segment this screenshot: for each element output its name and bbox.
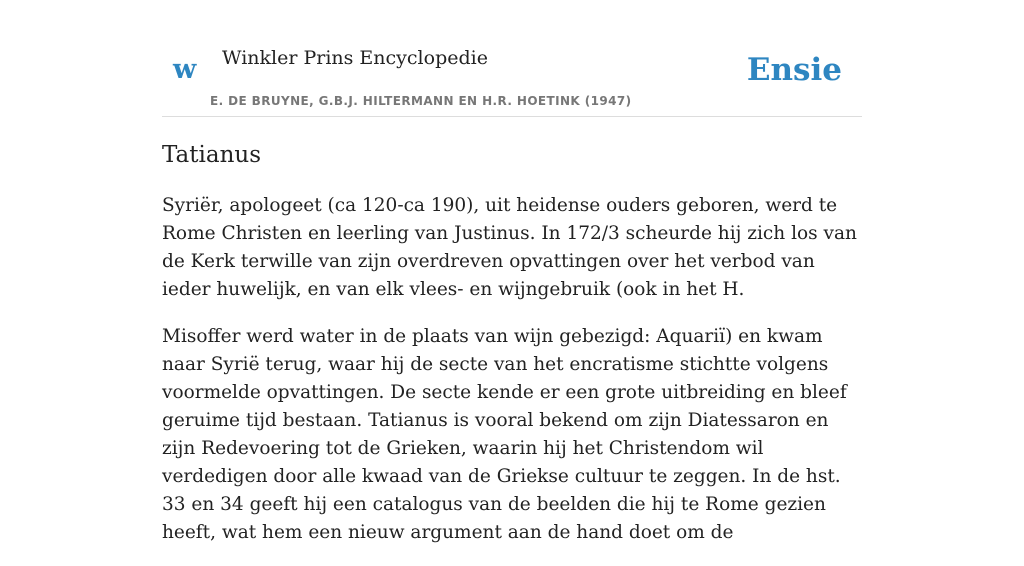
source-authors: E. DE BRUYNE, G.B.J. HILTERMANN EN H.R. HOETINK (1947) [210,94,632,108]
article [162,138,862,566]
site-header [162,0,862,117]
article-paragraph: Misoffer werd water in de plaats van wijn gebezigd: Aquariï) en kwam naar Syrië terug, waar hij de secte van het encratisme stichtte volgens voormelde opvattingen. De secte kende er een grote uitbreiding en bleef geruime tijd bestaan. Tatianus is vooral bekend om zijn Diatessaron en zijn Redevoering tot de Grieken, waarin hij het Christendom wil verdedigen door alle kwaad van de Griekse cultuur te zeggen. In de hst. 33 en 34 geeft hij een catalogus van de beelden die hij te Rome gezien heeft, wat hem een nieuw argument aan de hand doet om de [162,326,847,543]
article-paragraph: Syriër, apologeet (ca 120-ca 190), uit heidense ouders geboren, werd te Rome Christen en leerling van Justinus. In 172/3 scheurde hij zich los van de Kerk terwille van zijn overdreven opvattingen over het verbod van ieder huwelijk, en van elk vlees- en wijngebruik (ook in het H. [162,195,857,300]
ensie-logo-link[interactable]: Ensie [746,52,842,88]
winkler-prins-logo[interactable]: w [173,54,197,85]
source-title[interactable]: Winkler Prins Encyclopedie [222,47,488,69]
article-title: Tatianus [162,142,262,168]
article-body [162,192,862,547]
